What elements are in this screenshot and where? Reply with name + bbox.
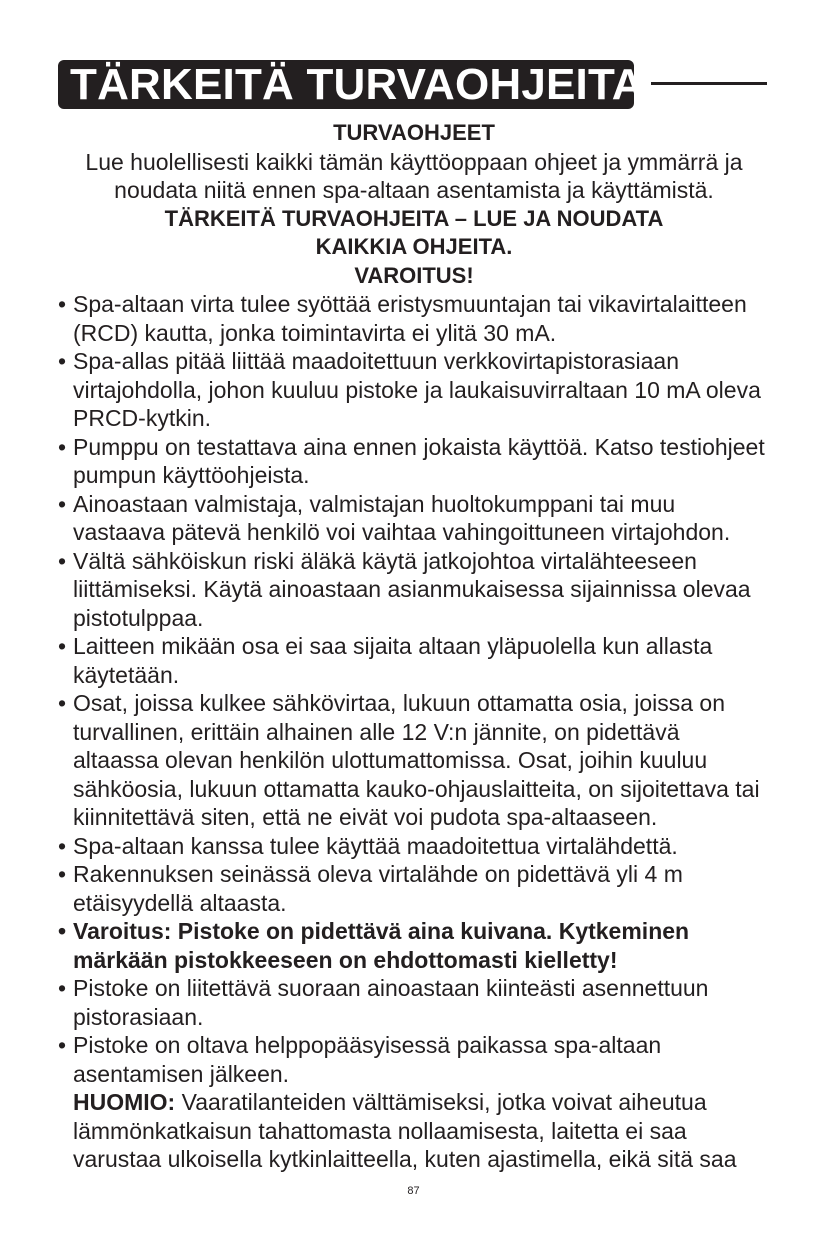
important-heading-line-1: TÄRKEITÄ TURVAOHJEITA – LUE JA NOUDATA [164,205,664,231]
list-item: • Spa-altaan kanssa tulee käyttää maadoitettua virtalähdettä. [58,832,770,861]
safety-list [58,290,770,1088]
list-item: • Spa-allas pitää liittää maadoitettuun verkkovirtapistorasiaan virtajohdolla, johon kuuluu pistoke ja laukaisuvirraltaan 10 mA oleva PRCD-kytkin. [58,347,770,433]
list-item: • Pistoke on liitettävä suoraan ainoastaan kiinteästi asennettuun pistorasiaan. [58,974,770,1031]
list-item: • Osat, joissa kulkee sähkövirtaa, lukuun ottamatta osia, joissa on turvallinen, erittäin alhainen alle 12 V:n jännite, on pidettävä altaassa olevan henkilön ulottumattomissa. Osat, joihin kuuluu sähköosia, lukuun ottamatta kauko-ohjauslaitteita, on sijoitettava tai kiinnitettävä siten, että ne eivät voi pudota spa-altaaseen. [58,689,770,832]
list-item: • Vältä sähköiskun riski äläkä käytä jatkojohtoa virtalähteeseen liittämiseksi. Käytä ainoastaan asianmukaisessa sijainnissa olevaa pistotulppaa. [58,547,770,633]
list-item: • Ainoastaan valmistaja, valmistajan huoltokumppani tai muu vastaava pätevä henkilö voi vaihtaa vahingoittuneen virtajohdon. [58,490,770,547]
important-heading-line-2: KAIKKIA OHJEITA. [315,234,513,259]
list-item: • Spa-altaan virta tulee syöttää eristysmuuntajan tai vikavirtalaitteen (RCD) kautta, jonka toimintavirta ei ylitä 30 mA. [58,290,770,347]
note-paragraph [58,1088,770,1174]
list-item: • Pumppu on testattava aina ennen jokaista käyttöä. Katso testiohjeet pumpun käyttöohjeista. [58,433,770,490]
list-item: • Pistoke on oltava helppopääsyisessä paikassa spa-altaan asentamisen jälkeen. [58,1031,770,1088]
note-text: Vaaratilanteiden välttämiseksi, jotka voivat aiheutua lämmönkatkaisun tahattomasta nollaamisesta, laitetta ei saa varustaa ulkoisella kytkinlaitteella, kuten ajastimella, eikä sitä saa [73,1089,737,1172]
page-title: TÄRKEITÄ TURVAOHJEITA [58,60,634,109]
title-divider [651,82,767,85]
note-label: HUOMIO: [73,1089,176,1115]
list-item: • Rakennuksen seinässä oleva virtalähde on pidettävä yli 4 m etäisyydellä altaasta. [58,860,770,917]
document-body [58,119,770,1174]
warning-heading: VAROITUS! [354,262,474,288]
list-item: • Laitteen mikään osa ei saa sijaita altaan yläpuolella kun allasta käytetään. [58,632,770,689]
section-heading: TURVAOHJEET [333,120,495,145]
intro-paragraph: Lue huolellisesti kaikki tämän käyttöoppaan ohjeet ja ymmärrä ja noudata niitä ennen spa-altaan asentamista ja käyttämistä. [85,148,743,203]
warning-list-item: • Varoitus: Pistoke on pidettävä aina kuivana. Kytkeminen märkään pistokkeeseen on ehdottomasti kielletty! [58,917,770,974]
page-number: 87 [407,1185,420,1197]
